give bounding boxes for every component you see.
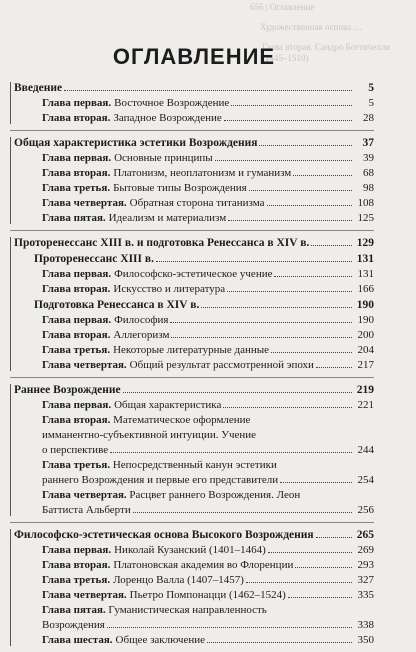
divider <box>10 130 374 131</box>
toc-entry[interactable]: Глава вторая. Платоновская академия во Флоренции 293 <box>42 559 374 571</box>
toc <box>14 80 374 652</box>
toc-entry[interactable]: Глава первая. Общая характеристика 221 <box>42 399 374 411</box>
toc-entry[interactable]: Глава первая. Философия 190 <box>42 314 374 326</box>
divider <box>10 522 374 523</box>
toc-entry[interactable]: Глава четвертая. Общий результат рассмотренной эпохи 217 <box>42 359 374 371</box>
toc-entry[interactable]: Баттиста Альберти 256 <box>42 504 374 516</box>
toc-entry[interactable]: Подготовка Ренессанса в XIV в. 190 <box>34 299 374 311</box>
toc-entry[interactable]: Глава пятая. Гуманистическая направленность <box>42 604 267 616</box>
toc-entry[interactable]: Раннее Возрождение 219 <box>14 384 374 396</box>
toc-entry[interactable]: Глава третья. Лоренцо Валла (1407–1457) 327 <box>42 574 374 586</box>
toc-entry[interactable]: Глава четвертая. Расцвет раннего Возрождения. Леон <box>42 489 301 501</box>
section-part4 <box>14 527 374 648</box>
toc-entry[interactable]: Глава вторая. Аллегоризм 200 <box>42 329 374 341</box>
bleed-line: Художественная основа … <box>260 22 363 32</box>
toc-entry[interactable]: Глава первая. Основные принципы 39 <box>42 152 374 164</box>
toc-entry[interactable]: Глава третья. Бытовые типы Возрождения 98 <box>42 182 374 194</box>
toc-entry[interactable]: Философско-эстетическая основа Высокого Возрождения 265 <box>14 529 374 541</box>
divider <box>10 377 374 378</box>
toc-entry[interactable]: Проторенессанс XIII в. и подготовка Ренессанса в XIV в. 129 <box>14 237 374 249</box>
toc-entry[interactable]: Глава вторая. Платонизм, неоплатонизм и гуманизм 68 <box>42 167 374 179</box>
section-intro <box>14 80 374 126</box>
toc-entry[interactable]: о перспективе 244 <box>42 444 374 456</box>
toc-entry[interactable]: Глава первая. Восточное Возрождение 5 <box>42 97 374 109</box>
toc-entry[interactable]: Глава шестая. Общее заключение 350 <box>42 634 374 646</box>
toc-entry[interactable]: Возрождения 338 <box>42 619 374 631</box>
toc-entry[interactable]: Общая характеристика эстетики Возрождения 37 <box>14 137 374 149</box>
toc-entry[interactable]: Глава пятая. Идеализм и материализм 125 <box>42 212 374 224</box>
toc-entry[interactable]: Глава первая. Николай Кузанский (1401–1464) 269 <box>42 544 374 556</box>
page-title: ОГЛАВЛЕНИЕ <box>112 44 276 69</box>
toc-entry[interactable]: Глава третья. Непосредственный канун эстетики <box>42 459 277 471</box>
bleed-line: Глава вторая. Сандро Боттичелли (1445–1510) <box>262 42 391 63</box>
divider <box>10 230 374 231</box>
section-part2 <box>14 235 374 373</box>
toc-entry[interactable]: раннего Возрождения и первые его представители 254 <box>42 474 374 486</box>
toc-entry[interactable]: Глава третья. Некоторые литературные данные 204 <box>42 344 374 356</box>
toc-entry[interactable]: Глава четвертая. Обратная сторона титанизма 108 <box>42 197 374 209</box>
toc-entry[interactable]: Глава вторая. Западное Возрождение 28 <box>42 112 374 124</box>
toc-entry[interactable]: Глава вторая. Искусство и литература 166 <box>42 283 374 295</box>
toc-entry[interactable]: Глава первая. Философско-эстетическое учение 131 <box>42 268 374 280</box>
toc-entry[interactable]: Проторенессанс XIII в. 131 <box>34 253 374 265</box>
bleed-line: 656 | Оглавление <box>250 2 315 12</box>
toc-entry[interactable]: Глава вторая. Математическое оформление имманентно-субъективной интуиции. Учение <box>42 414 257 441</box>
toc-entry[interactable]: Введение 5 <box>14 82 374 94</box>
section-part3 <box>14 382 374 518</box>
section-part1 <box>14 135 374 226</box>
toc-entry[interactable]: Глава четвертая. Пьетро Помпонацци (1462–1524) 335 <box>42 589 374 601</box>
